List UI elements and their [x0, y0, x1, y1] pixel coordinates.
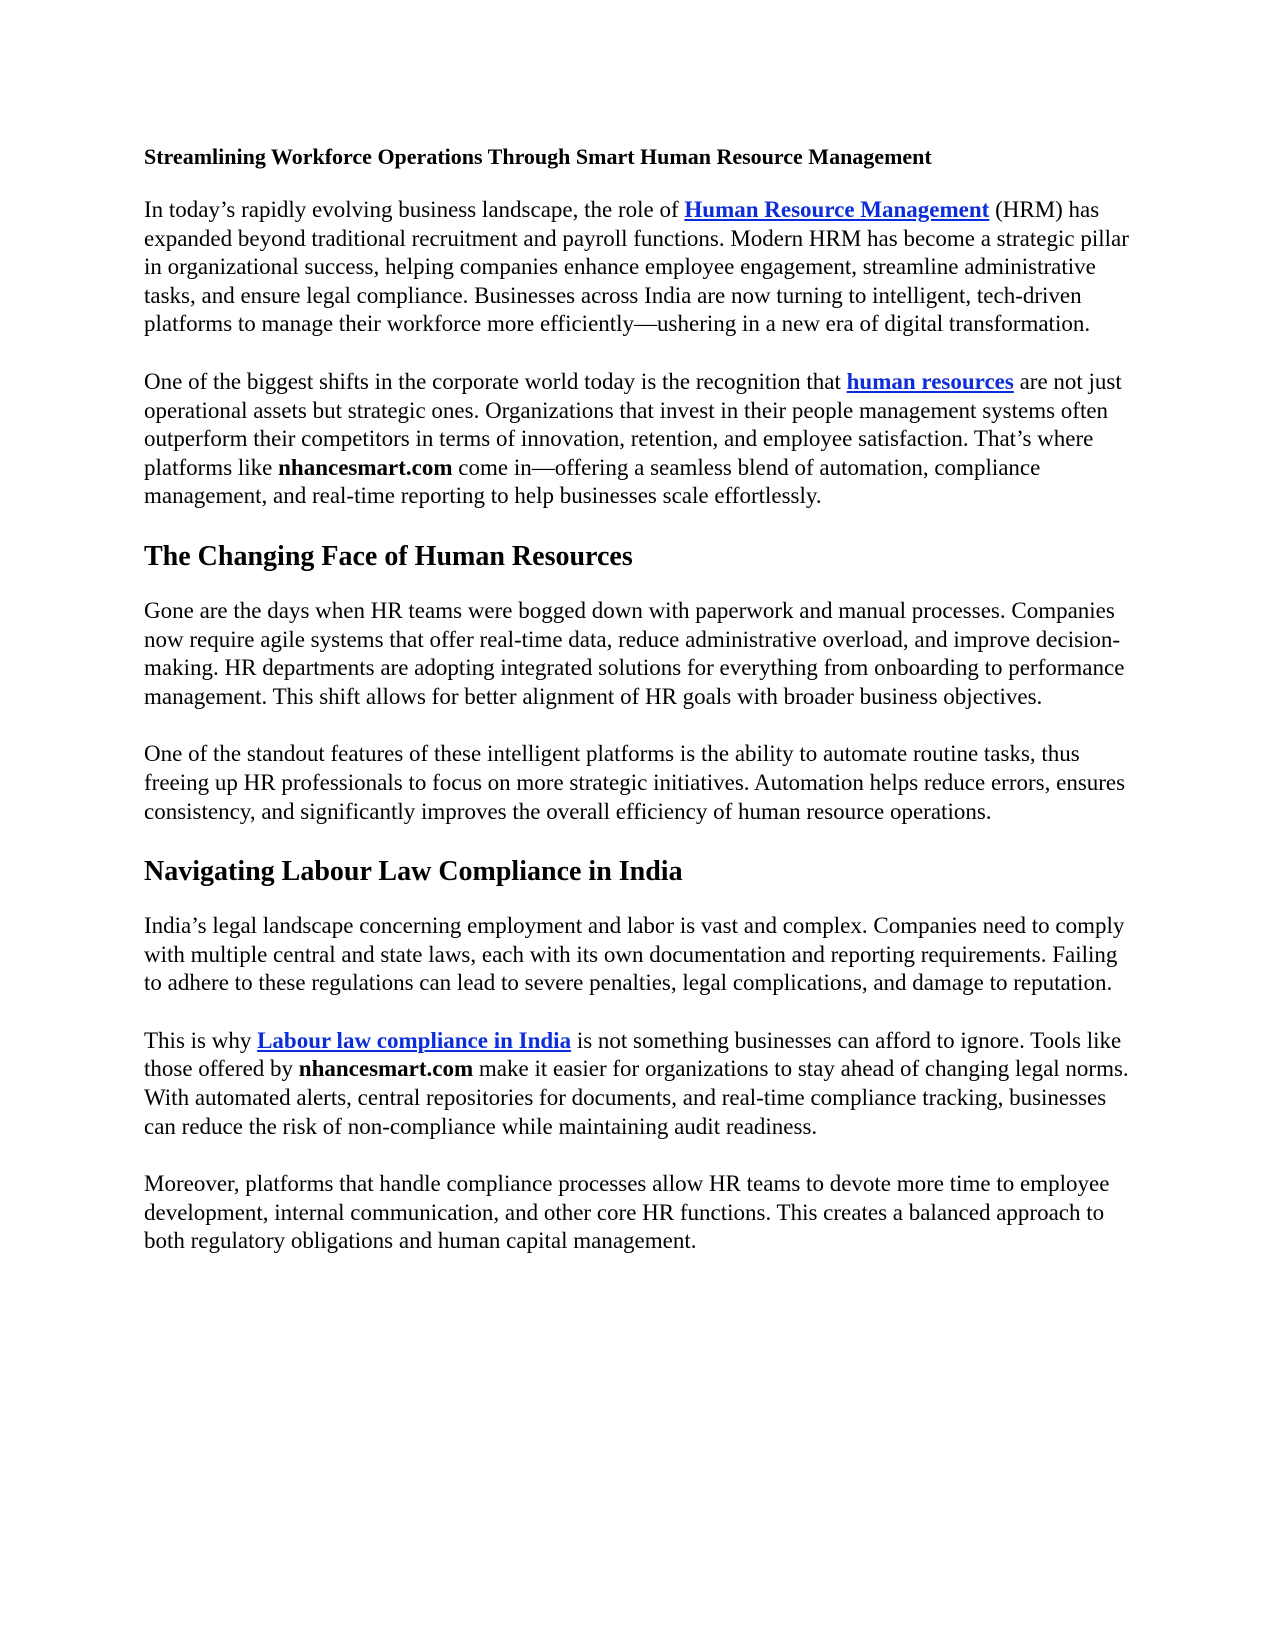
section2-paragraph-2	[144, 1027, 1134, 1141]
intro-paragraph-2	[144, 368, 1134, 511]
intro-p2-text-before: One of the biggest shifts in the corporate world today is the recognition that	[144, 368, 847, 394]
human-resource-management-link[interactable]: Human Resource Management	[684, 197, 990, 222]
labour-law-compliance-link[interactable]: Labour law compliance in India	[257, 1027, 572, 1053]
document-title: Streamlining Workforce Operations Through Smart Human Resource Management	[144, 144, 932, 169]
section-heading-labour-law: Navigating Labour Law Compliance in India	[144, 856, 683, 888]
intro-p1-text-after: (HRM) has expanded beyond traditional recruitment and payroll functions. Modern HRM has become a strategic pillar in organizational success, helping companies enhance employee engagement, streamline administrative tasks, and ensure legal compliance. Businesses across India are now turning to intelligent, tech-driven platforms to manage their workforce more efficiently—ushering in a new era of digital transformation.	[144, 197, 1129, 337]
document-page	[144, 142, 1134, 1285]
brand-name: nhancesmart.com	[278, 454, 453, 480]
section1-paragraph-2: One of the standout features of these intelligent platforms is the ability to automate routine tasks, thus freeing up HR professionals to focus on more strategic initiatives. Automation helps reduce errors, ensures consistency, and significantly improves the overall efficiency of human resource operations.	[144, 741, 1126, 824]
intro-paragraph-1	[144, 196, 1134, 339]
section1-paragraph-1: Gone are the days when HR teams were bogged down with paperwork and manual processes. Companies now require agile systems that offer real-time data, reduce administrative overload, and improve decision-making. HR departments are adopting integrated solutions for everything from onboarding to performance management. This shift allows for better alignment of HR goals with broader business objectives.	[144, 597, 1125, 709]
intro-p2-text-after: come in—offering a seamless blend of automation, compliance management, and real-time reporting to help businesses scale effortlessly.	[144, 454, 1041, 509]
section2-p2-text-middle: is not something businesses can afford to ignore. Tools like those offered by	[144, 1027, 1122, 1082]
section2-paragraph-3: Moreover, platforms that handle compliance processes allow HR teams to devote more time to employee development, internal communication, and other core HR functions. This creates a balanced approach to both regulatory obligations and human capital management.	[144, 1171, 1110, 1254]
section-heading-changing-face: The Changing Face of Human Resources	[144, 540, 633, 572]
intro-p2-text-middle: are not just operational assets but strategic ones. Organizations that invest in their people management systems often outperform their competitors in terms of innovation, retention, and employee satisfaction. That’s where platforms like	[144, 368, 1122, 480]
intro-p1-text-before: In today’s rapidly evolving business landscape, the role of	[144, 197, 685, 222]
brand-name: nhancesmart.com	[298, 1056, 474, 1082]
human-resources-link[interactable]: human resources	[846, 368, 1014, 394]
section2-p2-text-after: make it easier for organizations to stay ahead of changing legal norms. With automated alerts, central repositories for documents, and real-time compliance tracking, businesses can reduce the risk of non-compliance while maintaining audit readiness.	[144, 1056, 1129, 1139]
section2-paragraph-1: India’s legal landscape concerning employment and labor is vast and complex. Companies need to comply with multiple central and state laws, each with its own documentation and reporting requirements. Failing to adhere to these regulations can lead to severe penalties, legal complications, and damage to reputation.	[144, 913, 1125, 996]
section2-p2-text-before: This is why	[144, 1027, 258, 1053]
